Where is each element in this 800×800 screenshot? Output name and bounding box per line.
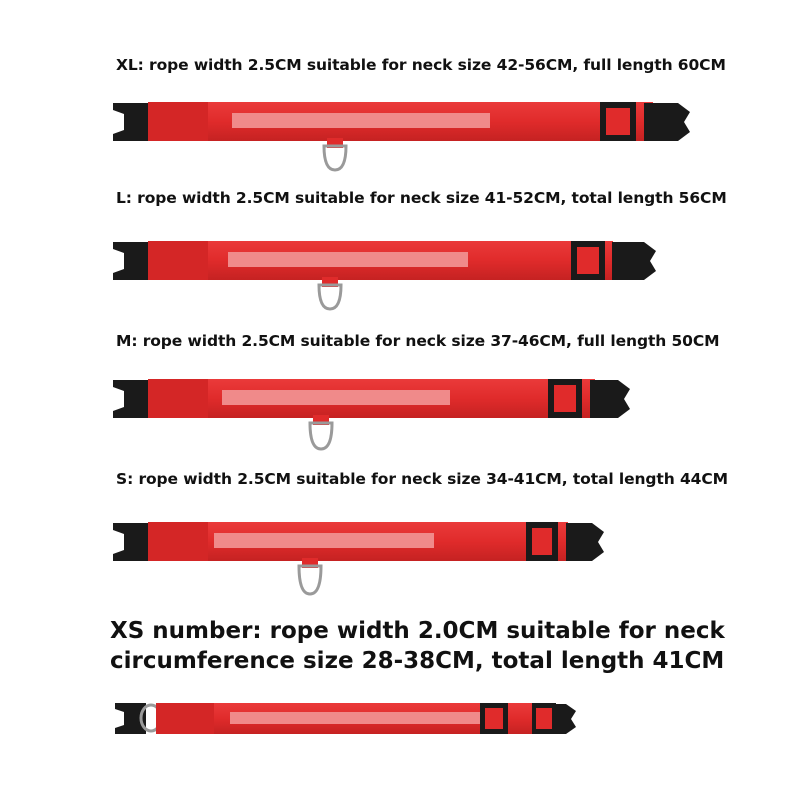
collar-m-reflective-strip <box>222 390 450 405</box>
collar-s-female-buckle <box>113 523 150 561</box>
collar-s-d-ring <box>299 566 321 594</box>
collar-xl-reflective-strip <box>232 113 490 128</box>
collar-m <box>113 379 630 449</box>
collar-xs-male-buckle <box>554 704 576 734</box>
collar-s-end-loop <box>148 522 208 561</box>
collar-xl-male-buckle <box>644 103 690 141</box>
collar-l-female-buckle <box>113 242 150 280</box>
collar-l-end-loop <box>148 241 208 280</box>
collar-xs-reflective-strip <box>230 712 480 724</box>
collar-l-d-ring <box>319 285 341 309</box>
collar-l-reflective-strip <box>228 252 468 267</box>
collar-xs-end-loop <box>156 703 214 734</box>
collar-s <box>113 522 604 594</box>
collar-s-male-buckle <box>566 523 604 561</box>
collar-s-reflective-strip <box>214 533 434 548</box>
collar-xl-end-loop <box>148 102 208 141</box>
collar-xl <box>113 102 690 170</box>
collar-xl-female-buckle <box>113 103 150 141</box>
collar-m-d-ring <box>310 423 332 449</box>
caption-m: M: rope width 2.5CM suitable for neck size 37-46CM, full length 50CM <box>116 332 720 350</box>
caption-s: S: rope width 2.5CM suitable for neck size 34-41CM, total length 44CM <box>116 470 728 488</box>
collar-xs <box>115 703 576 734</box>
collar-xl-d-ring <box>324 146 346 170</box>
collar-m-male-buckle <box>590 380 630 418</box>
collar-m-female-buckle <box>113 380 150 418</box>
caption-l: L: rope width 2.5CM suitable for neck size 41-52CM, total length 56CM <box>116 189 727 207</box>
collar-m-end-loop <box>148 379 208 418</box>
caption-xs-line2: circumference size 28-38CM, total length 41CM <box>110 648 725 674</box>
caption-xl: XL: rope width 2.5CM suitable for neck size 42-56CM, full length 60CM <box>116 56 726 74</box>
collar-l <box>113 241 656 309</box>
caption-xs-line1: XS number: rope width 2.0CM suitable for neck <box>110 618 725 644</box>
collar-l-male-buckle <box>612 242 656 280</box>
